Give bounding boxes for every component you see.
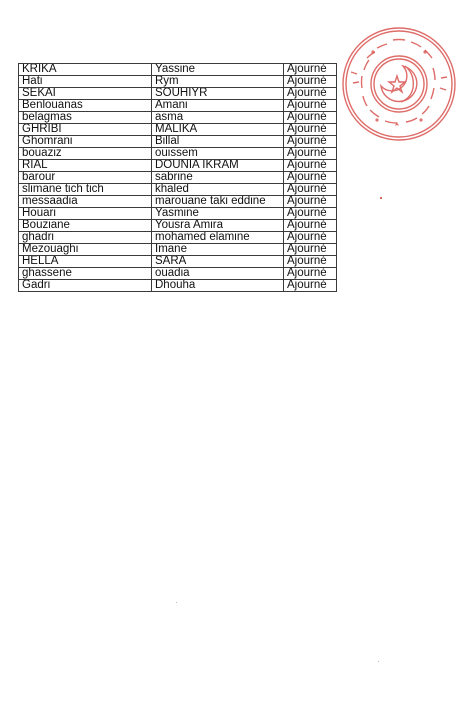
student-last-name: barour xyxy=(19,172,152,184)
student-first-name: ouissem xyxy=(152,148,284,160)
decision-cell: Ajourné xyxy=(284,136,337,148)
student-last-name: Houari xyxy=(19,208,152,220)
decision-cell: Ajourné xyxy=(284,76,337,88)
student-first-name: Amani xyxy=(152,100,284,112)
table-row xyxy=(19,76,337,88)
table-row xyxy=(19,232,337,244)
student-last-name: KRIKA xyxy=(19,64,152,76)
student-first-name: DOUNIA IKRAM xyxy=(152,160,284,172)
student-first-name: Imane xyxy=(152,244,284,256)
decision-cell: Ajourné xyxy=(284,148,337,160)
decision-cell: Ajourné xyxy=(284,208,337,220)
decision-cell: Ajourné xyxy=(284,196,337,208)
student-first-name: SOUHIYR xyxy=(152,88,284,100)
student-last-name: RIAL xyxy=(19,160,152,172)
student-last-name: ghadri xyxy=(19,232,152,244)
student-last-name: messaadia xyxy=(19,196,152,208)
decision-cell: Ajourné xyxy=(284,268,337,280)
student-first-name: Dhouha xyxy=(152,280,284,292)
student-last-name: GHRIBI xyxy=(19,124,152,136)
student-first-name: marouane taki eddine xyxy=(152,196,284,208)
student-last-name: ghassene xyxy=(19,268,152,280)
student-last-name: Bouziane xyxy=(19,220,152,232)
student-first-name: Yousra Amira xyxy=(152,220,284,232)
table-row xyxy=(19,220,337,232)
scan-dust xyxy=(378,661,379,662)
student-first-name: khaled xyxy=(152,184,284,196)
decision-cell: Ajourné xyxy=(284,160,337,172)
decision-cell: Ajourné xyxy=(284,256,337,268)
scan-dust xyxy=(176,602,177,603)
table-row xyxy=(19,148,337,160)
table-row xyxy=(19,196,337,208)
student-first-name: sabrine xyxy=(152,172,284,184)
student-first-name: Yasmine xyxy=(152,208,284,220)
student-first-name: MALIKA xyxy=(152,124,284,136)
student-last-name: Mezouaghi xyxy=(19,244,152,256)
official-seal-icon xyxy=(337,22,461,146)
student-first-name: asma xyxy=(152,112,284,124)
student-last-name: slimane tich tich xyxy=(19,184,152,196)
student-first-name: Yassine xyxy=(152,64,284,76)
decision-cell: Ajourné xyxy=(284,112,337,124)
table-row xyxy=(19,136,337,148)
table-row xyxy=(19,160,337,172)
student-last-name: Ghomrani xyxy=(19,136,152,148)
decision-cell: Ajourné xyxy=(284,220,337,232)
student-last-name: Benlouanas xyxy=(19,100,152,112)
ink-speck xyxy=(380,197,382,199)
decision-cell: Ajourné xyxy=(284,124,337,136)
student-last-name: belagmas xyxy=(19,112,152,124)
student-first-name: mohamed elamine xyxy=(152,232,284,244)
table-row xyxy=(19,280,337,292)
decision-cell: Ajourné xyxy=(284,172,337,184)
table-row xyxy=(19,268,337,280)
table-row xyxy=(19,208,337,220)
table-row xyxy=(19,244,337,256)
table-row xyxy=(19,112,337,124)
student-last-name: HELLA xyxy=(19,256,152,268)
table-row xyxy=(19,172,337,184)
decision-cell: Ajourné xyxy=(284,88,337,100)
student-first-name: Rym xyxy=(152,76,284,88)
student-first-name: SARA xyxy=(152,256,284,268)
table-row xyxy=(19,100,337,112)
student-first-name: ouadia xyxy=(152,268,284,280)
decision-cell: Ajourné xyxy=(284,232,337,244)
table-row xyxy=(19,88,337,100)
decision-cell: Ajourné xyxy=(284,100,337,112)
results-table-body xyxy=(19,64,337,292)
table-row xyxy=(19,256,337,268)
student-first-name: Billal xyxy=(152,136,284,148)
table-row xyxy=(19,124,337,136)
results-table xyxy=(18,63,337,292)
student-last-name: bouaziz xyxy=(19,148,152,160)
decision-cell: Ajourné xyxy=(284,184,337,196)
decision-cell: Ajourné xyxy=(284,64,337,76)
decision-cell: Ajourné xyxy=(284,280,337,292)
student-last-name: Gadri xyxy=(19,280,152,292)
student-last-name: SEKAI xyxy=(19,88,152,100)
student-last-name: Hati xyxy=(19,76,152,88)
table-row xyxy=(19,184,337,196)
decision-cell: Ajourné xyxy=(284,244,337,256)
table-row xyxy=(19,64,337,76)
